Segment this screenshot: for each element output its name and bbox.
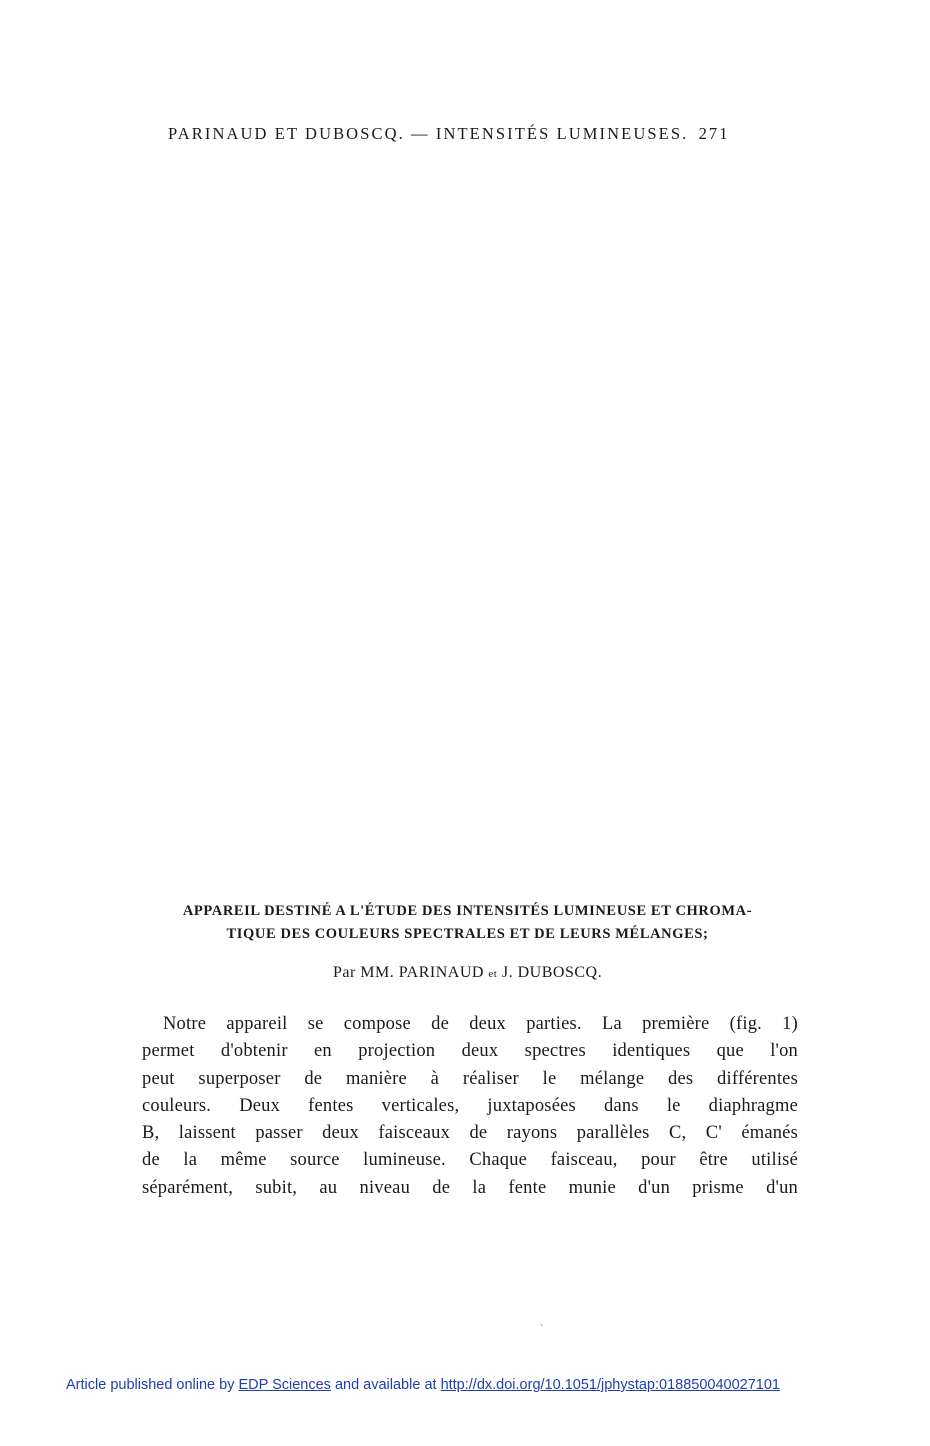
running-title: PARINAUD ET DUBOSCQ. — INTENSITÉS LUMINEUSES. [168,124,689,143]
body-line: Notre appareil se compose de deux parties. La première (fig. 1) [163,1014,798,1034]
publisher-link[interactable]: EDP Sciences [238,1377,331,1393]
article-title [140,900,795,946]
title-line-2: TIQUE DES COULEURS SPECTRALES ET DE LEURS MÉLANGES; [226,926,709,942]
body-line: B, laissent passer deux faisceaux de rayons parallèles C, C' émanés [142,1123,798,1144]
byline [140,964,795,982]
byline-first-author: MM. PARINAUD [360,964,484,981]
publication-footer [66,1377,866,1393]
body-line: séparément, subit, au niveau de la fente munie d'un prisme d'un [142,1177,798,1198]
running-head [168,124,788,144]
doi-link[interactable]: http://dx.doi.org/10.1051/jphystap:018850040027101 [440,1377,780,1393]
body-line: de la même source lumineuse. Chaque faisceau, pour être utilisé [142,1150,798,1171]
title-line-1: APPAREIL DESTINÉ A L'ÉTUDE DES INTENSITÉS LUMINEUSE ET CHROMA- [182,903,753,919]
stray-mark: ˋ [540,1324,544,1335]
body-line: permet d'obtenir en projection deux spectres identiques que l'on [142,1041,798,1062]
body-paragraph [142,1011,798,1202]
footer-middle: and available at [334,1377,437,1393]
byline-et: et [488,968,498,980]
footer-prefix: Article published online by [66,1377,235,1393]
byline-par: Par [332,964,356,981]
byline-second-author: J. DUBOSCQ. [501,964,603,981]
body-line: couleurs. Deux fentes verticales, juxtaposées dans le diaphragme [142,1095,798,1116]
body-line: peut superposer de manière à réaliser le mélange des différentes [142,1068,798,1089]
page-number: 271 [698,124,730,143]
